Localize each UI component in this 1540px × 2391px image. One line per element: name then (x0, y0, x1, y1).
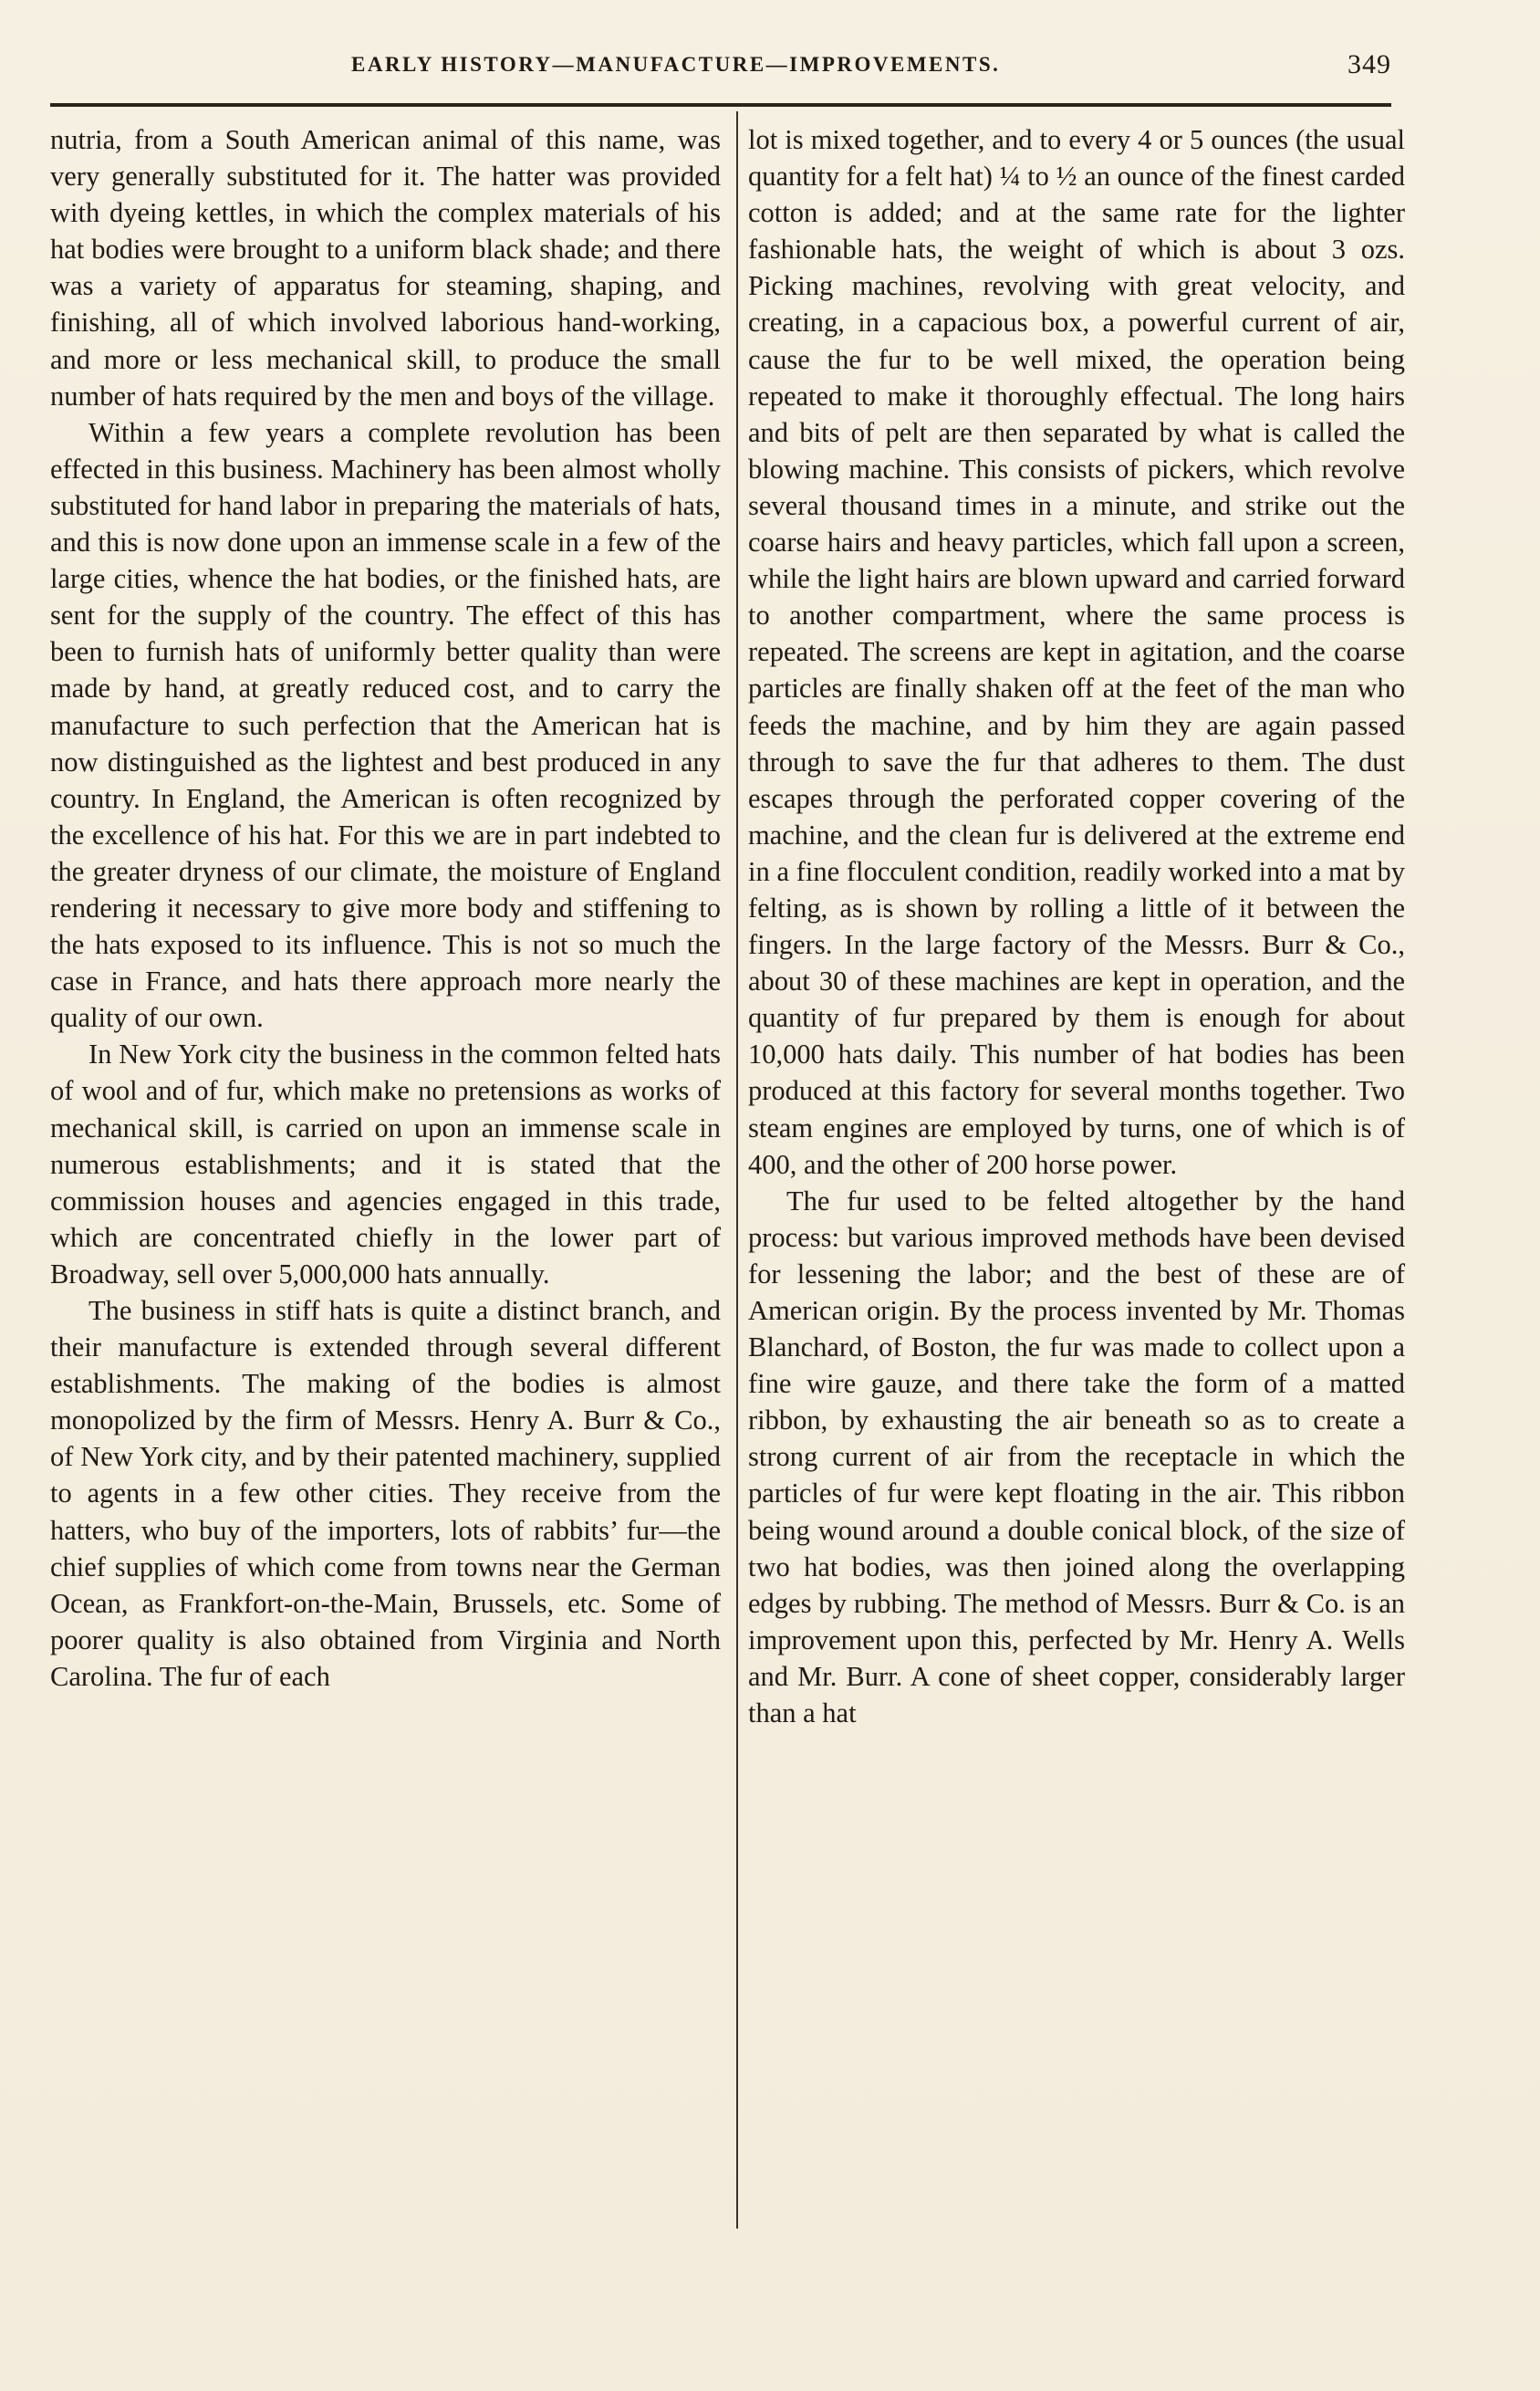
column-divider (736, 111, 738, 2229)
header-rule (50, 103, 1391, 107)
paragraph: lot is mixed together, and to every 4 or 5 ounces (the usual quantity for a felt hat) ¼ to ½ an ounce of the finest carded cotton is added; and at the same rate for the lighter fashionable hats, the weight of which is about 3 ozs. Picking machines, revolving with great velocity, and creating, in a capacious box, a powerful current of air, cause the fur to be well mixed, the operation being repeated to make it thoroughly effectual. The long hairs and bits of pelt are then separated by what is called the blowing machine. This consists of pickers, which revolve several thousand times in a minute, and strike out the coarse hairs and heavy particles, which fall upon a screen, while the light hairs are blown upward and carried forward to another compartment, where the same process is repeated. The screens are kept in agitation, and the coarse particles are finally shaken off at the feet of the man who feeds the machine, and by him they are again passed through to save the fur that adheres to them. The dust escapes through the perforated copper covering of the machine, and the clean fur is delivered at the extreme end in a fine flocculent condition, readily worked into a mat by felting, as is shown by rolling a little of it between the fingers. In the large factory of the Messrs. Burr & Co., about 30 of these machines are kept in operation, and the quantity of fur prepared by them is enough for about 10,000 hats daily. This number of hat bodies has been produced at this factory for several months together. Two steam engines are employed by turns, one of which is of 400, and the other of 200 horse power. (748, 124, 1405, 1180)
left-column (50, 121, 721, 1695)
right-column (748, 121, 1405, 1731)
paragraph: nutria, from a South American animal of this name, was very generally substituted for it. The hatter was provided with dyeing kettles, in which the complex materials of his hat bodies were brought to a uniform black shade; and there was a variety of apparatus for steaming, shaping, and finishing, all of which involved laborious hand-working, and more or less mechanical skill, to produce the small number of hats required by the men and boys of the village. (50, 124, 721, 412)
page-number: 349 (1348, 49, 1391, 79)
paragraph: Within a few years a complete revolution has been effected in this business. Machinery has been almost wholly substituted for hand labor in preparing the materials of hats, and this is now done upon an immense scale in a few of the large cities, whence the hat bodies, or the finished hats, are sent for the supply of the country. The effect of this has been to furnish hats of uniformly better quality than were made by hand, at greatly reduced cost, and to carry the manufacture to such perfection that the American hat is now distinguished as the lightest and best produced in any country. In England, the American is often recognized by the excellence of his hat. For this we are in part indebted to the greater dryness of our climate, the moisture of England rendering it necessary to give more body and stiffening to the hats exposed to its influence. This is not so much the case in France, and hats there approach more nearly the quality of our own. (50, 416, 721, 1034)
paragraph: The business in stiff hats is quite a distinct branch, and their manufacture is extended through several different establishments. The making of the bodies is almost monopolized by the firm of Messrs. Henry A. Burr & Co., of New York city, and by their patented machinery, supplied to agents in a few other cities. They receive from the hatters, who buy of the importers, lots of rabbits’ fur—the chief supplies of which come from towns near the German Ocean, as Frankfort-on-the-Main, Brussels, etc. Some of poorer quality is also obtained from Virginia and North Carolina. The fur of each (50, 1295, 721, 1692)
running-title: EARLY HISTORY—MANUFACTURE—IMPROVEMENTS. (351, 53, 1001, 76)
paragraph: In New York city the business in the common felted hats of wool and of fur, which make no pretensions as works of mechanical skill, is carried on upon an immense scale in numerous establishments; and it is stated that the commission houses and agencies engaged in this trade, which are concentrated chiefly in the lower part of Broadway, sell over 5,000,000 hats annually. (50, 1039, 721, 1289)
paragraph: The fur used to be felted altogether by the hand process: but various improved methods have been devised for lessening the labor; and the best of these are of American origin. By the process invented by Mr. Thomas Blanchard, of Boston, the fur was made to collect upon a fine wire gauze, and there take the form of a matted ribbon, by exhausting the air beneath so as to create a strong current of air from the receptacle in which the particles of fur were kept floating in the air. This ribbon being wound around a double conical block, of the size of two hat bodies, was then joined along the overlapping edges by rubbing. The method of Messrs. Burr & Co. is an improvement upon this, perfected by Mr. Henry A. Wells and Mr. Burr. A cone of sheet copper, considerably larger than a hat (748, 1185, 1405, 1729)
page-header (50, 49, 1391, 89)
